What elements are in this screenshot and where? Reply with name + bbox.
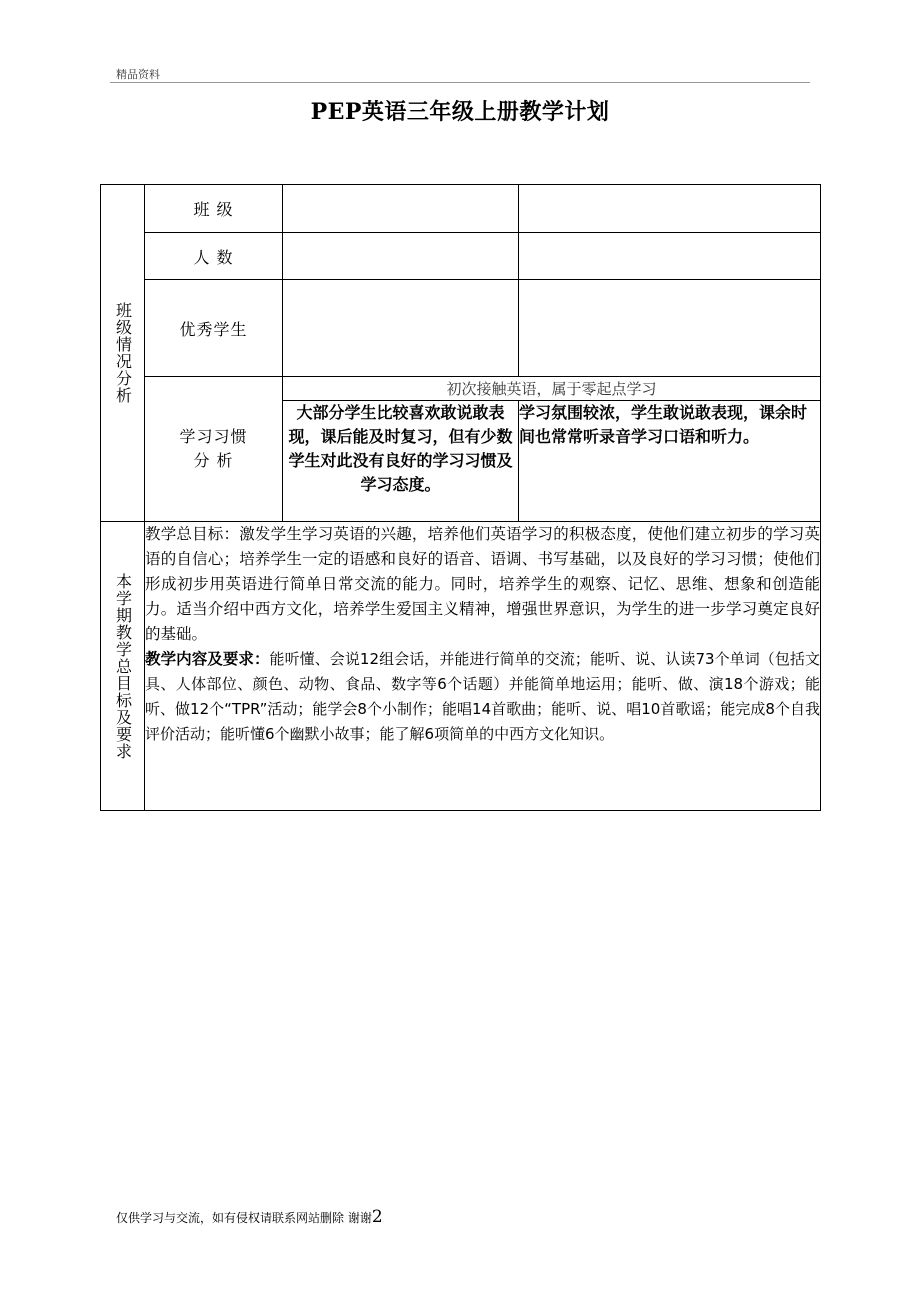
goals-row xyxy=(101,522,821,811)
section2-label: 本学期教学总目标及要求 xyxy=(113,572,133,760)
page-number: 2 xyxy=(371,1207,383,1227)
section1-label: 班级情况分析 xyxy=(113,302,133,404)
habits-note: 初次接触英语，属于零起点学习 xyxy=(283,377,821,401)
excellent-row xyxy=(101,280,821,377)
header-label: 精品资料 xyxy=(116,68,160,81)
habits-label-line2: 分 析 xyxy=(193,451,234,470)
habits-note-row xyxy=(101,377,821,401)
count-row xyxy=(101,233,821,280)
class-value-cell-1 xyxy=(283,185,519,233)
goals-text: 教学总目标：激发学生学习英语的兴趣，培养他们英语学习的积极态度，使他们建立初步的学习英语的自信心；培养学生一定的语感和良好的语音、语调、书写基础，以及良好的学习习惯；使他们形成初步用英语进行简单日常交流的能力。同时，培养学生的观察、记忆、思维、想象和创造能力。适当介绍中西方文化，培养学生爱国主义精神，增强世界意识，为学生的进一步学习奠定良好的基础。 xyxy=(145,525,820,643)
page-title: PEP英语三年级上册教学计划 xyxy=(310,99,610,125)
section1-label-cell xyxy=(101,185,145,522)
excellent-label: 优秀学生 xyxy=(145,280,283,377)
footer xyxy=(116,1207,383,1227)
class-value-cell-2 xyxy=(519,185,821,233)
excellent-value-cell-1 xyxy=(283,280,519,377)
footer-text: 仅供学习与交流，如有侵权请联系网站删除 谢谢 xyxy=(116,1211,372,1225)
habits-label-cell xyxy=(145,377,283,522)
habits-label-line1: 学习习惯 xyxy=(179,427,248,446)
count-value-cell-1 xyxy=(283,233,519,280)
habits-right-text: 学习氛围较浓，学生敢说敢表现，课余时间也常常听录音学习口语和听力。 xyxy=(519,401,821,522)
count-label: 人 数 xyxy=(145,233,283,280)
habits-left-text: 大部分学生比较喜欢敢说敢表现，课后能及时复习，但有少数学生对此没有良好的学习习惯及学习态度。 xyxy=(283,401,519,522)
content-text: 能听懂、会说12组会话，并能进行简单的交流；能听、说、认读73个单词（包括文具、人体部位、颜色、动物、食品、数字等6个话题）并能简单地运用；能听、做、演18个游戏；能听、做12个“TPR”活动；能学会8个小制作；能唱14首歌曲；能听、说、唱10首歌谣；能完成8个自我评价活动；能听懂6个幽默小故事；能了解6项简单的中西方文化知识。 xyxy=(145,650,820,743)
excellent-value-cell-2 xyxy=(519,280,821,377)
header-divider xyxy=(110,82,810,83)
goals-cell xyxy=(145,522,821,811)
count-value-cell-2 xyxy=(519,233,821,280)
plan-table xyxy=(100,184,821,811)
class-row xyxy=(101,185,821,233)
section2-label-cell xyxy=(101,522,145,811)
class-label: 班 级 xyxy=(145,185,283,233)
content-heading: 教学内容及要求： xyxy=(145,650,270,668)
